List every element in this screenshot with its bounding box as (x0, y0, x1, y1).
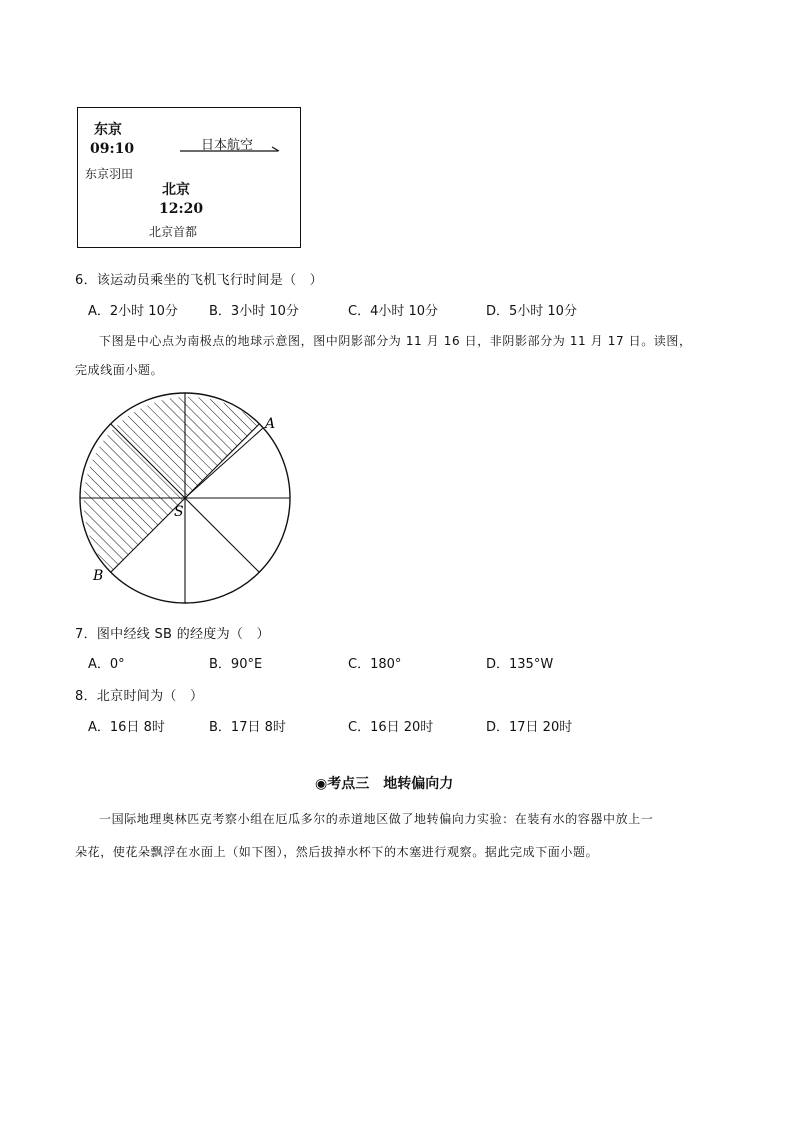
q8-option-d: D．17日 20时 (486, 720, 573, 735)
intro-polar-line1: 下图是中心点为南极点的地球示意图，图中阴影部分为 11 月 16 日，非阴影部分为 11 月 17 日。读图， (99, 334, 692, 348)
intro-coriolis-line2: 朵花，使花朵飘浮在水面上（如下图），然后拔掉水杯下的木塞进行观察。据此完成下面小题。 (75, 845, 599, 859)
arrival-city: 北京 (162, 182, 190, 198)
arrival-time: 12:20 (159, 201, 204, 217)
q7-option-c: C．180° (348, 657, 402, 672)
q8-option-a: A．16日 8时 (88, 720, 165, 735)
q6-option-b: B．3小时 10分 (209, 304, 299, 319)
section-heading: ◉考点三 地转偏向力 (315, 776, 454, 792)
question-7: 7．图中经线 SB 的经度为（ ） (75, 627, 270, 642)
q8-option-b: B．17日 8时 (209, 720, 286, 735)
q8-option-c: C．16日 20时 (348, 720, 434, 735)
label-b: B (93, 568, 104, 584)
q6-option-a: A．2小时 10分 (88, 304, 178, 319)
flight-info-card (77, 107, 301, 248)
airline-name: 日本航空 (201, 138, 254, 153)
q6-option-d: D．5小时 10分 (486, 304, 577, 319)
flight-arrow-icon (178, 146, 282, 156)
intro-polar-line2: 完成线面小题。 (75, 363, 164, 377)
label-a: A (265, 416, 276, 432)
intro-coriolis-line1: 一国际地理奥林匹克考察小组在厄瓜多尔的赤道地区做了地转偏向力实验：在装有水的容器中放上一 (99, 812, 654, 826)
departure-city: 东京 (94, 122, 122, 138)
south-pole-diagram (70, 388, 305, 608)
label-s: S (174, 504, 184, 520)
question-8: 8．北京时间为（ ） (75, 689, 204, 704)
q6-option-c: C．4小时 10分 (348, 304, 439, 319)
q7-option-d: D．135°W (486, 657, 554, 672)
departure-time: 09:10 (90, 141, 135, 157)
departure-airport: 东京羽田 (85, 167, 134, 181)
q7-option-b: B．90°E (209, 657, 263, 672)
arrival-airport: 北京首都 (149, 225, 198, 239)
question-6: 6．该运动员乘坐的飞机飞行时间是（ ） (75, 273, 323, 288)
q7-option-a: A．0° (88, 657, 125, 672)
